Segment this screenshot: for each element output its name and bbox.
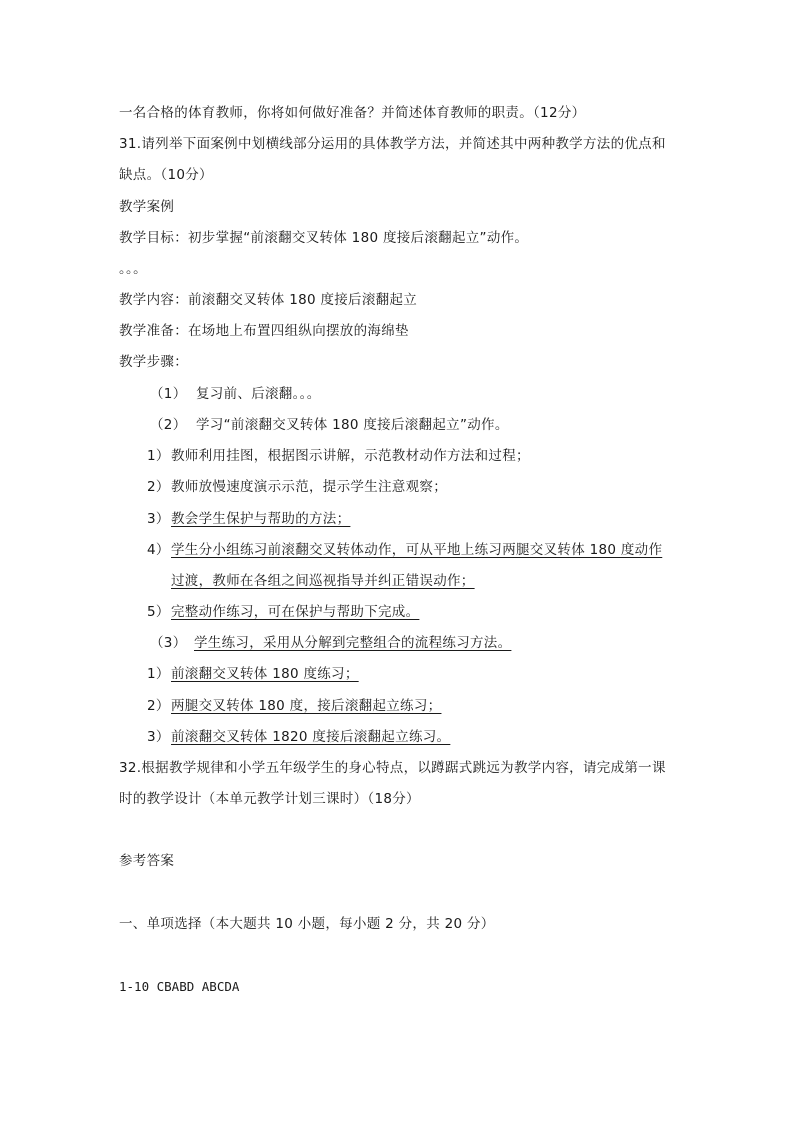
step-1-number: （1） xyxy=(150,386,187,402)
step-2-item-5 xyxy=(147,602,419,622)
step-3-item-1-number: 1） xyxy=(147,666,170,682)
step-2-item-3-text: 教会学生保护与帮助的方法； xyxy=(171,511,351,527)
step-3-item-2-number: 2） xyxy=(147,698,170,714)
teaching-content: 教学内容：前滚翻交叉转体 180 度接后滚翻起立 xyxy=(119,292,418,308)
step-2-item-3-number: 3） xyxy=(147,511,170,527)
step-2 xyxy=(150,415,509,435)
question-31-line-2: 缺点。（10分） xyxy=(119,167,213,183)
section-1-heading: 一、单项选择（本大题共 10 小题，每小题 2 分，共 20 分） xyxy=(119,916,495,932)
step-3-item-1 xyxy=(147,664,359,684)
step-2-item-1 xyxy=(147,446,530,466)
ellipsis: 。。。 xyxy=(119,261,147,277)
question-30-tail: 一名合格的体育教师，你将如何做好准备？并简述体育教师的职责。（12分） xyxy=(119,105,586,121)
step-2-item-4-text-a: 学生分小组练习前滚翻交叉转体动作，可从平地上练习两腿交叉转体 180 度动作 xyxy=(171,542,663,558)
step-2-text: 学习“前滚翻交叉转体 180 度接后滚翻起立”动作。 xyxy=(196,417,509,433)
step-2-number: （2） xyxy=(150,417,187,433)
answers-1-10: 1-10 CBABD ABCDA xyxy=(119,979,240,994)
step-2-item-5-number: 5） xyxy=(147,604,170,620)
question-32-line-2: 时的教学设计（本单元教学计划三课时）（18分） xyxy=(119,791,420,807)
step-1 xyxy=(150,384,321,404)
step-2-item-4-number: 4） xyxy=(147,542,170,558)
step-3-number: （3） xyxy=(150,635,187,651)
step-2-item-4-text-b: 过渡，教师在各组之间巡视指导并纠正错误动作； xyxy=(171,573,475,589)
case-title: 教学案例 xyxy=(119,199,175,215)
teaching-preparation: 教学准备：在场地上布置四组纵向摆放的海绵垫 xyxy=(119,323,409,339)
step-2-item-4 xyxy=(147,540,662,560)
step-3-item-2-text: 两腿交叉转体 180 度，接后滚翻起立练习； xyxy=(171,698,442,714)
step-2-item-2-text: 教师放慢速度演示示范，提示学生注意观察； xyxy=(171,479,447,495)
step-3-text: 学生练习，采用从分解到完整组合的流程练习方法。 xyxy=(194,635,512,651)
teaching-goal: 教学目标：初步掌握“前滚翻交叉转体 180 度接后滚翻起立”动作。 xyxy=(119,230,529,246)
question-31-line-1: 31.请列举下面案例中划横线部分运用的具体教学方法，并简述其中两种教学方法的优点和 xyxy=(119,136,666,152)
steps-title: 教学步骤： xyxy=(119,354,188,370)
step-2-item-3 xyxy=(147,509,350,529)
step-3 xyxy=(150,633,511,653)
step-2-item-5-text: 完整动作练习，可在保护与帮助下完成。 xyxy=(171,604,420,620)
step-3-item-3 xyxy=(147,727,450,747)
step-2-item-2-number: 2） xyxy=(147,479,170,495)
answer-title: 参考答案 xyxy=(119,853,175,869)
step-3-item-3-number: 3） xyxy=(147,729,170,745)
step-2-item-2 xyxy=(147,477,447,497)
step-3-item-1-text: 前滚翻交叉转体 180 度练习； xyxy=(171,666,359,682)
step-2-item-1-number: 1） xyxy=(147,448,170,464)
step-3-item-2 xyxy=(147,696,441,716)
question-32-line-1: 32.根据教学规律和小学五年级学生的身心特点，以蹲踞式跳远为教学内容，请完成第一课 xyxy=(119,760,666,776)
step-1-text: 复习前、后滚翻。。。 xyxy=(196,386,321,402)
step-2-item-1-text: 教师利用挂图，根据图示讲解，示范教材动作方法和过程； xyxy=(171,448,530,464)
step-3-item-3-text: 前滚翻交叉转体 1820 度接后滚翻起立练习。 xyxy=(171,729,451,745)
step-2-item-4-continued xyxy=(171,571,475,591)
